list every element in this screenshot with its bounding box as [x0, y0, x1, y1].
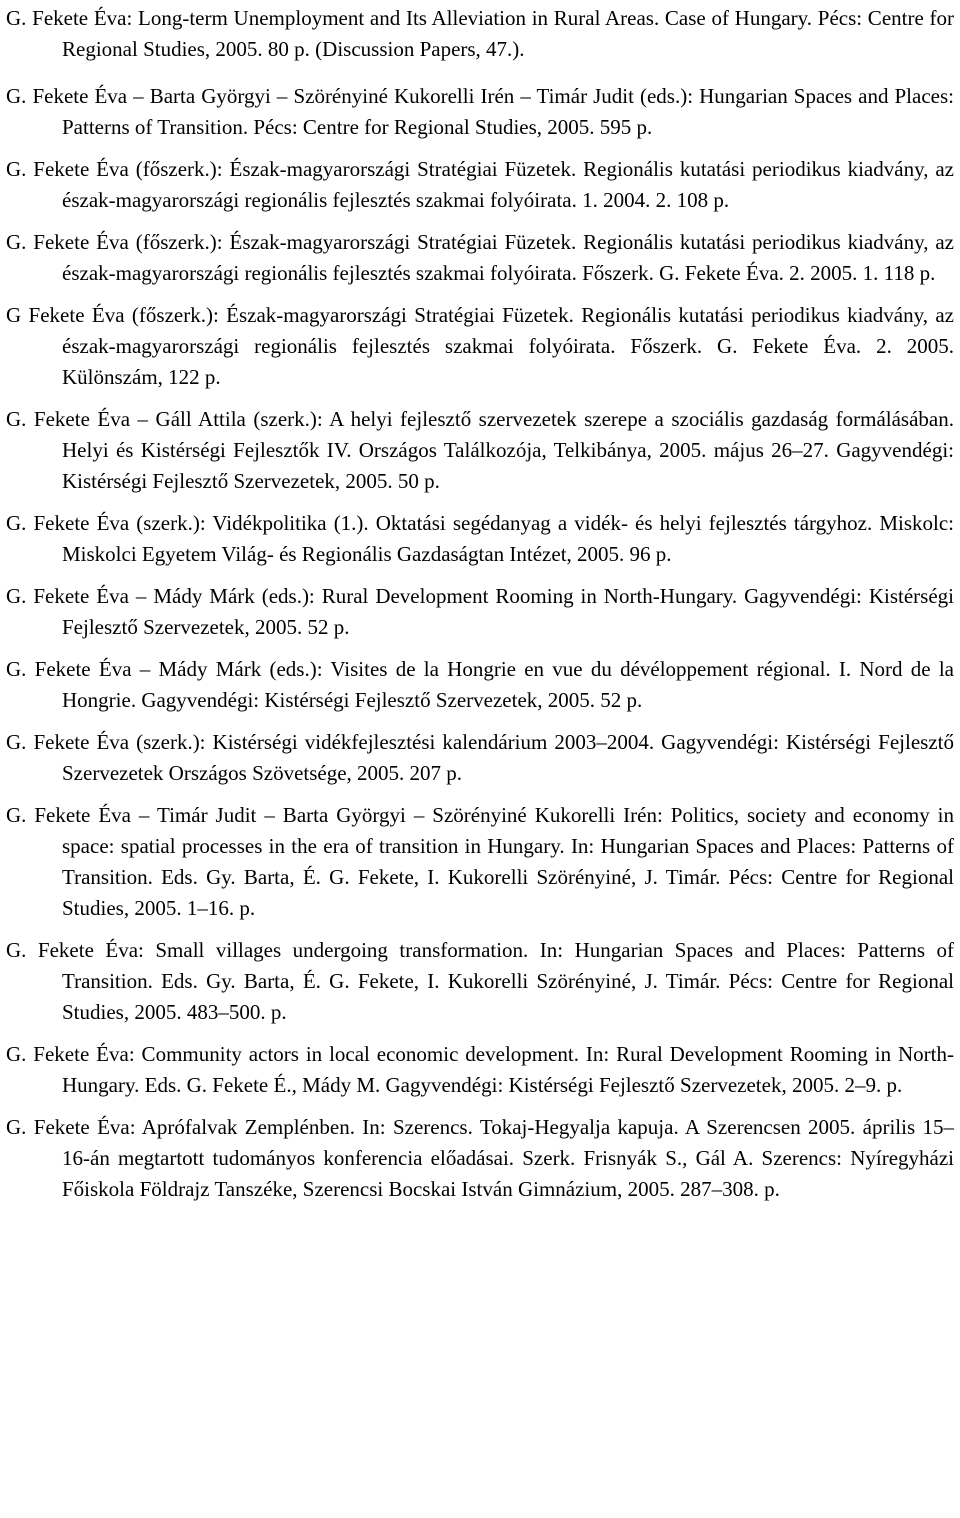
reference-entry: G. Fekete Éva (főszerk.): Észak-magyarországi Stratégiai Füzetek. Regionális kutatási periodikus kiadvány, az észak-magyarországi regionális fejlesztés szakmai folyóirata. 1. 2004. 2. 108 p.: [6, 157, 954, 212]
reference-entry: G. Fekete Éva: Aprófalvak Zemplénben. In: Szerencs. Tokaj-Hegyalja kapuja. A Szerencsen 2005. április 15–16-án megtartott tudományos konferencia előadásai. Szerk. Frisnyák S., Gál A. Szerencs: Nyíregyházi Főiskola Földrajz Tanszéke, Szerencsi Bocskai István Gimnázium, 2005. 287–308. p.: [6, 1115, 954, 1201]
reference-entry: G. Fekete Éva (szerk.): Kistérségi vidékfejlesztési kalendárium 2003–2004. Gagyvendégi: Kistérségi Fejlesztő Szervezetek Országos Szövetsége, 2005. 207 p.: [6, 730, 954, 785]
reference-entry: G. Fekete Éva (főszerk.): Észak-magyarországi Stratégiai Füzetek. Regionális kutatási periodikus kiadvány, az észak-magyarországi regionális fejlesztés szakmai folyóirata. Főszerk. G. Fekete Éva. 2. 2005. 1. 118 p.: [6, 230, 954, 285]
reference-entry: G. Fekete Éva – Barta Györgyi – Szörényiné Kukorelli Irén – Timár Judit (eds.): Hungarian Spaces and Places: Patterns of Transition. Pécs: Centre for Regional Studies, 2005. 595 p.: [6, 84, 954, 139]
reference-entry: G Fekete Éva (főszerk.): Észak-magyarországi Stratégiai Füzetek. Regionális kutatási periodikus kiadvány, az észak-magyarországi regionális fejlesztés szakmai folyóirata. Főszerk. G. Fekete Éva. 2. 2005. Különszám, 122 p.: [6, 303, 954, 389]
reference-entry: G. Fekete Éva – Mády Márk (eds.): Visites de la Hongrie en vue du dévéloppement régional. I. Nord de la Hongrie. Gagyvendégi: Kistérségi Fejlesztő Szervezetek, 2005. 52 p.: [6, 657, 954, 712]
reference-entry: G. Fekete Éva – Timár Judit – Barta Györgyi – Szörényiné Kukorelli Irén: Politics, society and economy in space: spatial processes in the era of transition in Hungary. In: Hungarian Spaces and Places: Patterns of Transition. Eds. Gy. Barta, É. G. Fekete, I. Kukorelli Szörényiné, J. Timár. Pécs: Centre for Regional Studies, 2005. 1–16. p.: [6, 803, 954, 920]
reference-entry: G. Fekete Éva (szerk.): Vidékpolitika (1.). Oktatási segédanyag a vidék- és helyi fejlesztés tárgyhoz. Miskolc: Miskolci Egyetem Világ- és Regionális Gazdaságtan Intézet, 2005. 96 p.: [6, 511, 954, 566]
reference-entry: G. Fekete Éva – Gáll Attila (szerk.): A helyi fejlesztő szervezetek szerepe a szociális gazdaság formálásában. Helyi és Kistérségi Fejlesztők IV. Országos Találkozója, Telkibánya, 2005. május 26–27. Gagyvendégi: Kistérségi Fejlesztő Szervezetek, 2005. 50 p.: [6, 407, 954, 493]
reference-entry: G. Fekete Éva: Long-term Unemployment and Its Alleviation in Rural Areas. Case of Hungary. Pécs: Centre for Regional Studies, 2005. 80 p. (Discussion Papers, 47.).: [6, 6, 954, 61]
reference-entry: G. Fekete Éva: Small villages undergoing transformation. In: Hungarian Spaces and Places: Patterns of Transition. Eds. Gy. Barta, É. G. Fekete, I. Kukorelli Szörényiné, J. Timár. Pécs: Centre for Regional Studies, 2005. 483–500. p.: [6, 938, 954, 1024]
reference-entry: G. Fekete Éva: Community actors in local economic development. In: Rural Development Rooming in North-Hungary. Eds. G. Fekete É., Mády M. Gagyvendégi: Kistérségi Fejlesztő Szervezetek, 2005. 2–9. p.: [6, 1042, 954, 1097]
reference-entry: G. Fekete Éva – Mády Márk (eds.): Rural Development Rooming in North-Hungary. Gagyvendégi: Kistérségi Fejlesztő Szervezetek, 2005. 52 p.: [6, 584, 954, 639]
